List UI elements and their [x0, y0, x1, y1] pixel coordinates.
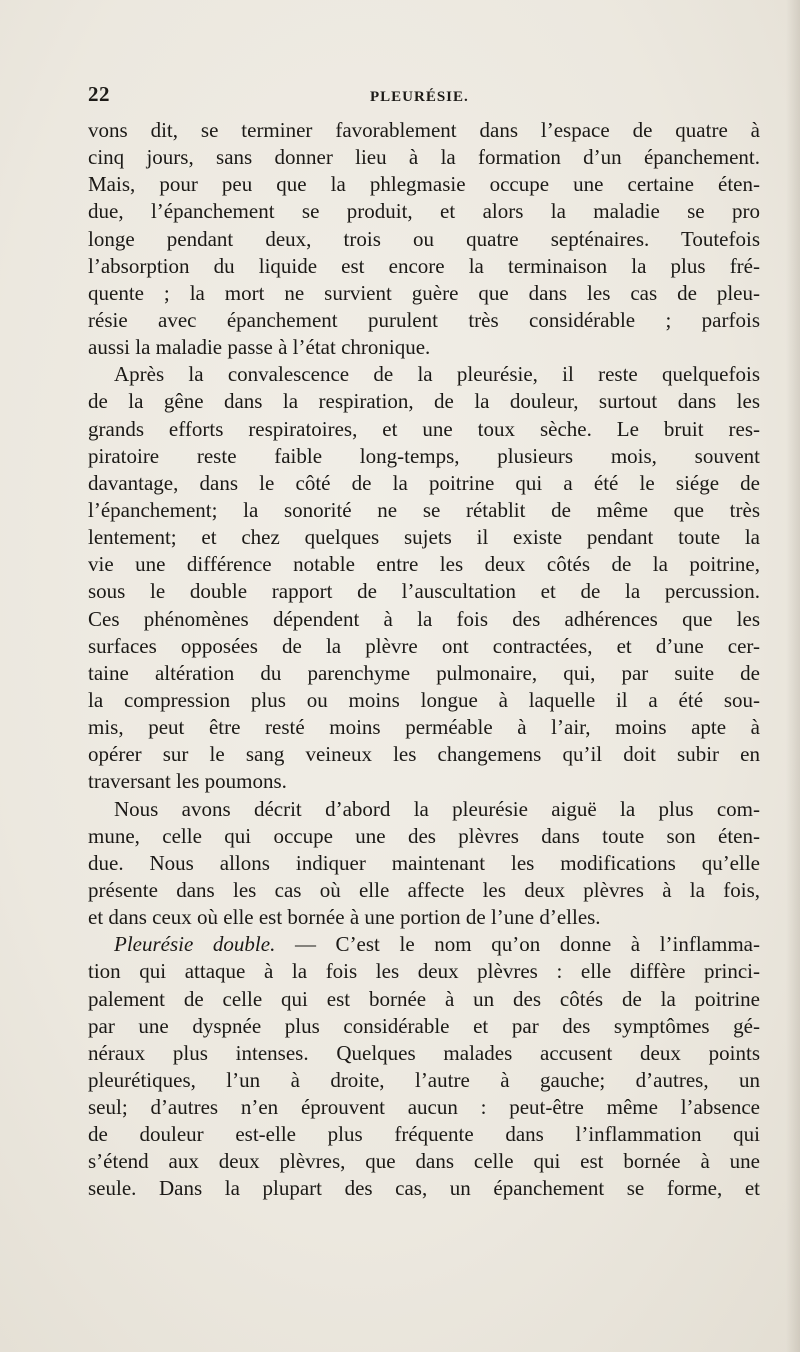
text-line: vie une différence notable entre les deux côtés de la poitrine,: [88, 552, 760, 577]
text-line: longe pendant deux, trois ou quatre septénaires. Toutefois: [88, 226, 760, 251]
text-line: de douleur est-elle plus fréquente dans l’inflammation qui: [88, 1122, 760, 1147]
text-line: résie avec épanchement purulent très considérable ; parfois: [88, 307, 760, 332]
page-edge-shadow: [786, 0, 800, 1352]
text-line: de la gêne dans la respiration, de la douleur, surtout dans les: [88, 389, 760, 414]
text-line: pleurétiques, l’un à droite, l’autre à gauche; d’autres, un: [88, 1067, 760, 1092]
text-line: mune, celle qui occupe une des plèvres dans toute son éten-: [88, 823, 760, 848]
text-line: Ces phénomènes dépendent à la fois des adhérences que les: [88, 606, 760, 631]
text-line: davantage, dans le côté de la poitrine qui a été le siége de: [88, 470, 760, 495]
text-line: seul; d’autres n’en éprouvent aucun : peut-être même l’absence: [88, 1095, 760, 1120]
text-line: taine altération du parenchyme pulmonaire, qui, par suite de: [88, 660, 760, 685]
text-line: Après la convalescence de la pleurésie, il reste quelquefois: [114, 362, 760, 387]
text-line: l’absorption du liquide est encore la terminaison la plus fré-: [88, 253, 760, 278]
text-line-rest: — C’est le nom qu’on donne à l’inflamma-: [275, 932, 760, 957]
text-line: s’étend aux deux plèvres, que dans celle qui est bornée à une: [88, 1149, 760, 1174]
body-text: [88, 117, 760, 1203]
text-line: par une dyspnée plus considérable et par des symptômes gé-: [88, 1013, 760, 1038]
page-number: 22: [88, 82, 110, 106]
text-line: présente dans les cas où elle affecte les deux plèvres à la fois,: [88, 877, 760, 902]
text-line: la compression plus ou moins longue à laquelle il a été sou-: [88, 687, 760, 712]
text-line: Nous avons décrit d’abord la pleurésie aiguë la plus com-: [114, 796, 760, 821]
text-line: traversant les poumons.: [88, 769, 287, 794]
text-line: et dans ceux où elle est bornée à une portion de l’une d’elles.: [88, 905, 601, 930]
text-line: cinq jours, sans donner lieu à la formation d’un épanchement.: [88, 145, 760, 170]
text-line: due. Nous allons indiquer maintenant les modifications qu’elle: [88, 850, 760, 875]
text-line: grands efforts respiratoires, et une toux sèche. Le bruit res-: [88, 416, 760, 441]
text-line: néraux plus intenses. Quelques malades accusent deux points: [88, 1040, 760, 1065]
text-line: lentement; et chez quelques sujets il existe pendant toute la: [88, 525, 760, 550]
text-line: opérer sur le sang veineux les changemens qu’il doit subir en: [88, 742, 760, 767]
text-line: mis, peut être resté moins perméable à l’air, moins apte à: [88, 715, 760, 740]
text-line: piratoire reste faible long-temps, plusieurs mois, souvent: [88, 443, 760, 468]
text-line: sous le double rapport de l’auscultation et de la percussion.: [88, 579, 760, 604]
text-line: palement de celle qui est bornée à un des côtés de la poitrine: [88, 986, 760, 1011]
text-line: aussi la maladie passe à l’état chronique.: [88, 335, 431, 360]
text-line: [88, 931, 760, 958]
text-line: tion qui attaque à la fois les deux plèvres : elle diffère princi-: [88, 959, 760, 984]
text-line: vons dit, se terminer favorablement dans l’espace de quatre à: [88, 118, 760, 142]
text-line: l’épanchement; la sonorité ne se rétablit de même que très: [88, 497, 760, 522]
page-header: [88, 82, 760, 112]
text-line: due, l’épanchement se produit, et alors la maladie se pro: [88, 199, 760, 224]
text-line: surfaces opposées de la plèvre ont contractées, et d’une cer-: [88, 633, 760, 658]
text-line: seule. Dans la plupart des cas, un épanchement se forme, et: [88, 1176, 760, 1201]
text-line: quente ; la mort ne survient guère que dans les cas de pleu-: [88, 280, 760, 305]
section-lead-italic: Pleurésie double.: [114, 932, 276, 957]
text-line: Mais, pour peu que la phlegmasie occupe une certaine éten-: [88, 172, 760, 197]
running-head: PLEURÉSIE.: [370, 89, 469, 105]
